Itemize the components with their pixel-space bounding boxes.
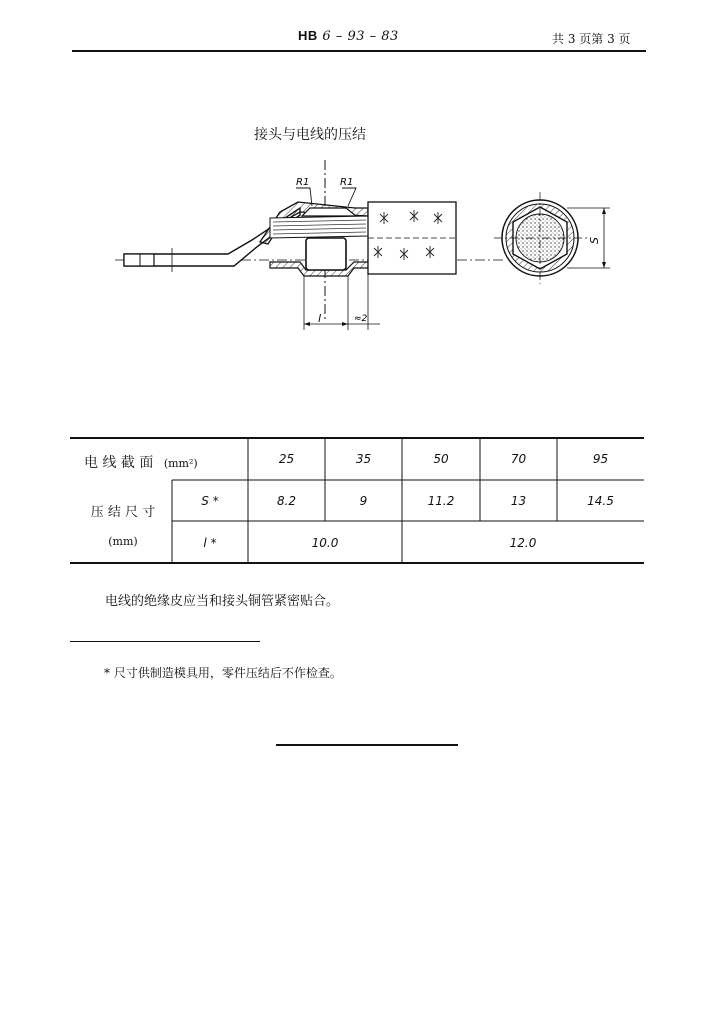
standard-prefix: HB (298, 28, 318, 43)
r1-leader-right (342, 188, 356, 206)
header-section-label: 电 线 截 面 (mm²) (84, 455, 198, 471)
end-rule (276, 744, 458, 746)
s-value: 13 (510, 494, 527, 508)
dim-s-label: S (588, 237, 601, 244)
crimp-indent (306, 238, 346, 270)
section-value: 70 (510, 452, 527, 466)
r1-label-left: R1 (296, 177, 310, 188)
footnote-rule (70, 641, 260, 642)
l-value: 12.0 (509, 536, 537, 550)
crimp-dimension-table (70, 437, 644, 564)
wire-strands (270, 216, 368, 238)
standard-code: 6 – 93 – 83 (322, 29, 399, 44)
s-value: 11.2 (427, 494, 455, 508)
figure-title: 接头与电线的压结 (254, 127, 366, 143)
crimp-size-unit: (mm) (108, 535, 138, 548)
standard-number (298, 28, 399, 44)
section-wire-core (516, 214, 564, 262)
crimp-size-label: 压 结 尺 寸 (90, 505, 156, 520)
section-value: 35 (355, 452, 372, 466)
s-value: 14.5 (587, 494, 614, 508)
dim-l-label: l (318, 312, 322, 325)
l-row-label: l * (203, 536, 217, 550)
l-value: 10.0 (311, 536, 339, 550)
r1-label-right: R1 (340, 177, 354, 188)
s-value: 8.2 (276, 494, 297, 508)
header-section-unit: (mm²) (163, 457, 198, 470)
section-value: 50 (433, 452, 449, 466)
section-value: 95 (592, 452, 609, 466)
footnote: * 尺寸供制造模具用，零件压结后不作检查。 (104, 666, 342, 680)
dim-approx2-label: ≈2 (354, 314, 368, 324)
crimp-drawing (110, 150, 620, 335)
s-row-label: S * (201, 494, 219, 508)
section-value: 25 (278, 452, 295, 466)
note-insulation: 电线的绝缘皮应当和接头铜管紧密贴合。 (105, 594, 340, 609)
lug-hole (124, 254, 154, 266)
page-info: 共 3 页第 3 页 (552, 32, 631, 46)
s-value: 9 (359, 494, 368, 508)
header-rule (72, 50, 646, 52)
crimp-groove (302, 208, 356, 216)
